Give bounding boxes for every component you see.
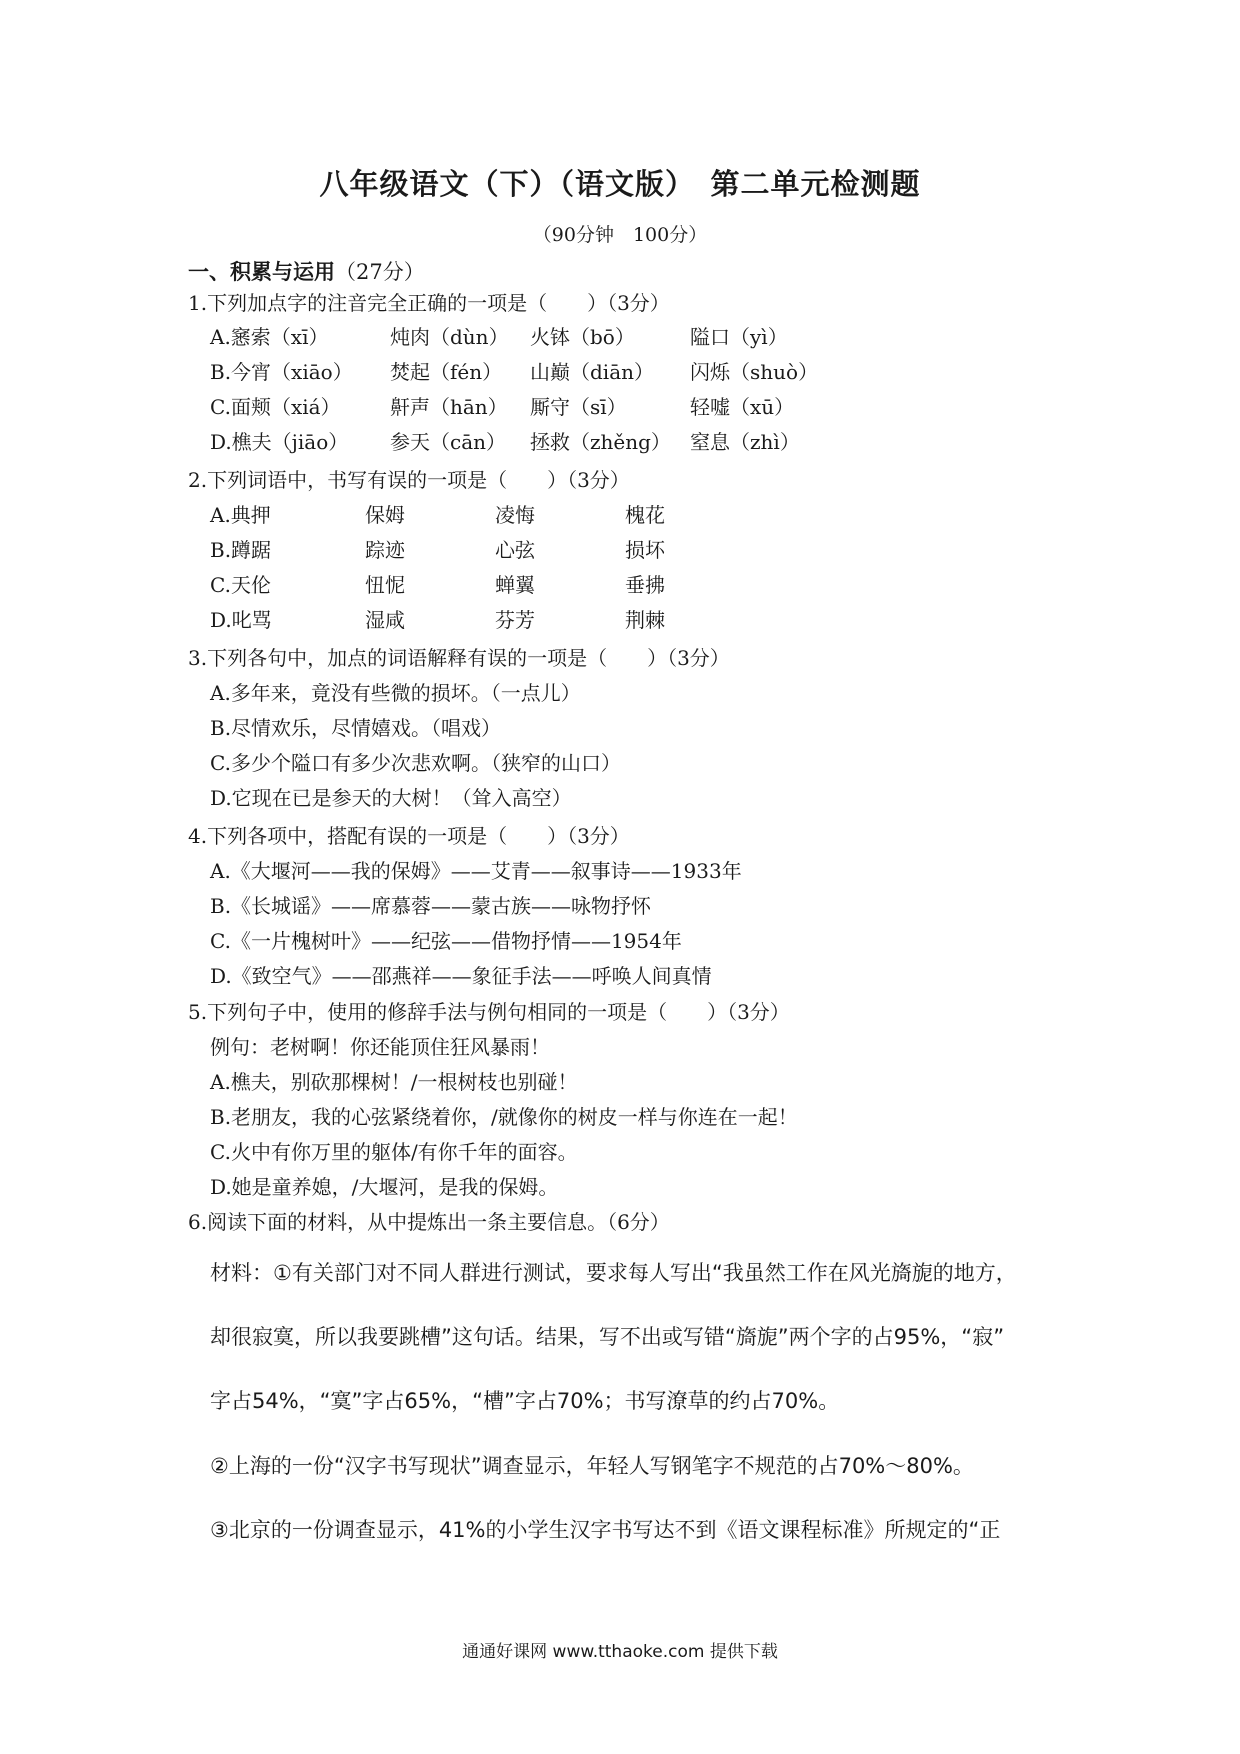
q6-stem: 6.阅读下面的材料，从中提炼出一条主要信息。（6分） bbox=[188, 1210, 670, 1234]
q2-d-4: 荆棘 bbox=[625, 608, 665, 632]
q1-b-1: B.今宵（xiāo） bbox=[210, 360, 353, 384]
q1-d-4: 窒息（zhì） bbox=[690, 430, 800, 454]
q2-d-2: 湿咸 bbox=[365, 608, 405, 632]
q6-material-line-4: ②上海的一份“汉字书写现状”调查显示，年轻人写钢笔字不规范的占70%～80%。 bbox=[210, 1454, 974, 1478]
q1-a-1: A.窸索（xī） bbox=[210, 325, 329, 349]
q1-c-3: 厮守（sī） bbox=[530, 395, 627, 419]
q2-d-1: D.叱骂 bbox=[210, 608, 272, 632]
q5-option-c: C.火中有你万里的躯体/有你千年的面容。 bbox=[210, 1140, 578, 1164]
q1-b-4: 闪烁（shuò） bbox=[690, 360, 819, 384]
page-footer: 通通好课网 www.tthaoke.com 提供下载 bbox=[462, 1642, 778, 1662]
q6-material-line-5: ③北京的一份调查显示，41%的小学生汉字书写达不到《语文课程标准》所规定的“正 bbox=[210, 1518, 1001, 1542]
q2-a-4: 槐花 bbox=[625, 503, 665, 527]
section-heading bbox=[188, 256, 425, 286]
q5-option-d: D.她是童养媳，/大堰河，是我的保姆。 bbox=[210, 1175, 559, 1199]
q3-option-a: A.多年来，竟没有些微的损坏。（一点儿） bbox=[210, 681, 581, 705]
q1-d-2: 参天（cān） bbox=[390, 430, 507, 454]
q4-option-a: A.《大堰河——我的保姆》——艾青——叙事诗——1933年 bbox=[210, 859, 742, 883]
q1-a-3: 火钵（bō） bbox=[530, 325, 635, 349]
q2-b-3: 心弦 bbox=[495, 538, 535, 562]
q1-a-2: 炖肉（dùn） bbox=[390, 325, 509, 349]
q3-option-d: D.它现在已是参天的大树！（耸入高空） bbox=[210, 786, 572, 810]
section-title: 一、积累与运用 bbox=[188, 259, 335, 284]
q2-a-3: 凌悔 bbox=[495, 503, 535, 527]
q4-option-b: B.《长城谣》——席慕蓉——蒙古族——咏物抒怀 bbox=[210, 894, 652, 918]
q4-option-d: D.《致空气》——邵燕祥——象征手法——呼唤人间真情 bbox=[210, 964, 712, 988]
q2-a-1: A.典押 bbox=[210, 503, 271, 527]
page-title: 八年级语文（下）（语文版） 第二单元检测题 bbox=[319, 167, 921, 201]
q2-stem: 2.下列词语中，书写有误的一项是（ ）（3分） bbox=[188, 468, 630, 492]
q2-b-2: 踪迹 bbox=[365, 538, 405, 562]
q2-b-4: 损坏 bbox=[625, 538, 665, 562]
q6-material-line-2: 却很寂寞，所以我要跳槽”这句话。结果，写不出或写错“旖旎”两个字的占95%，“寂” bbox=[210, 1325, 1005, 1349]
q1-a-4: 隘口（yì） bbox=[690, 325, 788, 349]
q1-stem: 1.下列加点字的注音完全正确的一项是（ ）（3分） bbox=[188, 291, 670, 315]
q1-d-3: 拯救（zhěng） bbox=[530, 430, 671, 454]
q5-option-b: B.老朋友，我的心弦紧绕着你，/就像你的树皮一样与你连在一起！ bbox=[210, 1105, 798, 1129]
q3-stem: 3.下列各句中，加点的词语解释有误的一项是（ ）（3分） bbox=[188, 646, 730, 670]
q6-material-line-1: 材料：①有关部门对不同人群进行测试，要求每人写出“我虽然工作在风光旖旎的地方， bbox=[210, 1261, 1017, 1285]
q3-option-b: B.尽情欢乐，尽情嬉戏。（唱戏） bbox=[210, 716, 502, 740]
q1-d-1: D.樵夫（jiāo） bbox=[210, 430, 349, 454]
q4-option-c: C.《一片槐树叶》——纪弦——借物抒情——1954年 bbox=[210, 929, 682, 953]
q1-c-1: C.面颊（xiá） bbox=[210, 395, 341, 419]
q5-example: 例句：老树啊！你还能顶住狂风暴雨！ bbox=[210, 1035, 550, 1059]
q1-c-2: 鼾声（hān） bbox=[390, 395, 508, 419]
q2-c-4: 垂拂 bbox=[625, 573, 665, 597]
q1-c-4: 轻嘘（xū） bbox=[690, 395, 795, 419]
q2-c-3: 蝉翼 bbox=[495, 573, 535, 597]
q1-b-3: 山巅（diān） bbox=[530, 360, 655, 384]
q3-option-c: C.多少个隘口有多少次悲欢啊。（狭窄的山口） bbox=[210, 751, 621, 775]
q5-stem: 5.下列句子中，使用的修辞手法与例句相同的一项是（ ）（3分） bbox=[188, 1000, 790, 1024]
section-points: （27分） bbox=[335, 260, 425, 284]
q4-stem: 4.下列各项中，搭配有误的一项是（ ）（3分） bbox=[188, 824, 630, 848]
q2-a-2: 保姆 bbox=[365, 503, 405, 527]
q1-b-2: 焚起（fén） bbox=[390, 360, 503, 384]
q5-option-a: A.樵夫，别砍那棵树！/一根树枝也别碰！ bbox=[210, 1070, 578, 1094]
q2-c-2: 忸怩 bbox=[365, 573, 405, 597]
q2-b-1: B.蹲踞 bbox=[210, 538, 272, 562]
q2-d-3: 芬芳 bbox=[495, 608, 535, 632]
exam-duration-score: （90分钟 100分） bbox=[532, 224, 708, 246]
q6-material-line-3: 字占54%，“寞”字占65%，“槽”字占70%；书写潦草的约占70%。 bbox=[210, 1389, 840, 1413]
q2-c-1: C.天伦 bbox=[210, 573, 271, 597]
